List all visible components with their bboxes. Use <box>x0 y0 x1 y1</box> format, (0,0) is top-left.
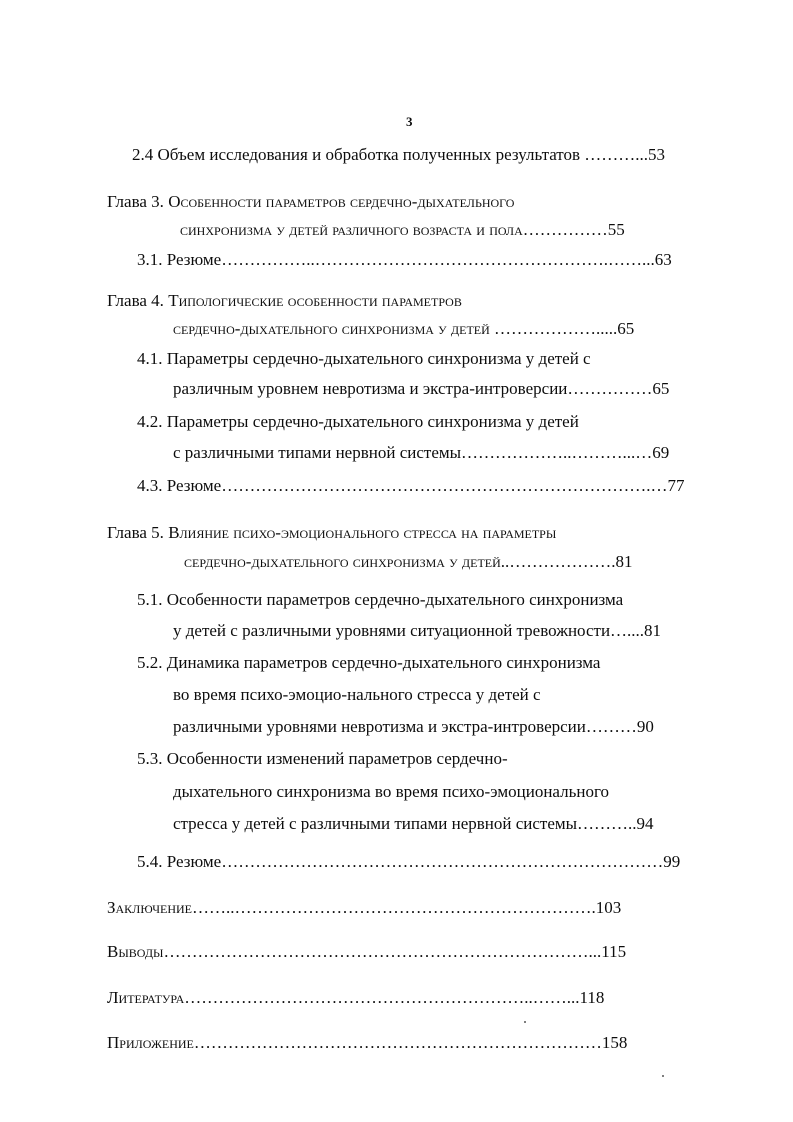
toc-chapter-3-prefix: Глава 3. <box>107 192 169 211</box>
toc-entry-4-3: 4.3. Резюме………………………………………………………………….…77 <box>137 476 685 495</box>
toc-chapter-4-prefix: Глава 4. <box>107 291 169 310</box>
toc-entry-findings: Выводы…………………………………………………………………...115 <box>107 942 627 961</box>
scan-speck <box>662 1075 664 1077</box>
scan-speck <box>524 1021 526 1023</box>
toc-chapter-5-continuation: сердечно-дыхательного синхронизма у детей..……………….81 <box>184 552 633 571</box>
page-number: 3 <box>406 114 413 129</box>
toc-entry-5-1-line-2: у детей с различными уровнями ситуационной тревожности…....81 <box>173 621 662 640</box>
toc-entry-3-1: 3.1. Резюме……………..…………………………………………….……...63 <box>137 250 672 269</box>
toc-chapter-3-title: Особенности параметров сердечно-дыхательного <box>168 192 515 211</box>
toc-entry-5-4: 5.4. Резюме……………………………………………………………………99 <box>137 852 681 871</box>
toc-entry-5-2-line-2: во время психо-эмоцио-нального стресса у детей с <box>173 685 541 704</box>
toc-chapter-3-heading <box>107 191 514 213</box>
toc-entry-4-1-line-2: различным уровнем невротизма и экстра-интроверсии……………65 <box>173 379 670 398</box>
toc-entry-5-3-line-2: дыхательного синхронизма во время психо-эмоционального <box>173 782 609 801</box>
toc-entry-5-2-line-1: 5.2. Динамика параметров сердечно-дыхательного синхронизма <box>137 653 601 672</box>
toc-chapter-4-title: Типологические особенности параметров <box>168 291 462 310</box>
toc-chapter-5-title: Влияние психо-эмоционального стресса на параметры <box>168 523 557 542</box>
toc-entry-4-2-line-1: 4.2. Параметры сердечно-дыхательного синхронизма у детей <box>137 412 579 431</box>
toc-chapter-5-prefix: Глава 5. <box>107 523 169 542</box>
toc-entry-4-2-line-2: с различными типами нервной системы………………..………...…69 <box>173 443 670 462</box>
toc-chapter-3-continuation: синхронизма у детей различного возраста и пола……………55 <box>180 220 625 239</box>
toc-entry-5-3-line-3: стресса у детей с различными типами нервной системы………..94 <box>173 814 654 833</box>
toc-entry-4-1-line-1: 4.1. Параметры сердечно-дыхательного синхронизма у детей с <box>137 349 591 368</box>
toc-chapter-5-heading <box>107 522 556 544</box>
toc-chapter-4-heading <box>107 290 462 312</box>
toc-entry-5-3-line-1: 5.3. Особенности изменений параметров сердечно- <box>137 749 508 768</box>
toc-entry-conclusion: Заключение……..……………………………………………………….103 <box>107 898 622 917</box>
toc-entry-literature: Литература……………………………………………………..……...118 <box>107 988 605 1007</box>
toc-chapter-4-continuation: сердечно-дыхательного синхронизма у детей ……………….....65 <box>173 319 635 338</box>
toc-entry-5-2-line-3: различными уровнями невротизма и экстра-интроверсии………90 <box>173 717 654 736</box>
toc-entry-5-1-line-1: 5.1. Особенности параметров сердечно-дыхательного синхронизма <box>137 590 624 609</box>
toc-entry-appendix: Приложение………………………………………………………………158 <box>107 1033 628 1052</box>
toc-entry-2-4: 2.4 Объем исследования и обработка полученных результатов ………...53 <box>132 145 666 164</box>
